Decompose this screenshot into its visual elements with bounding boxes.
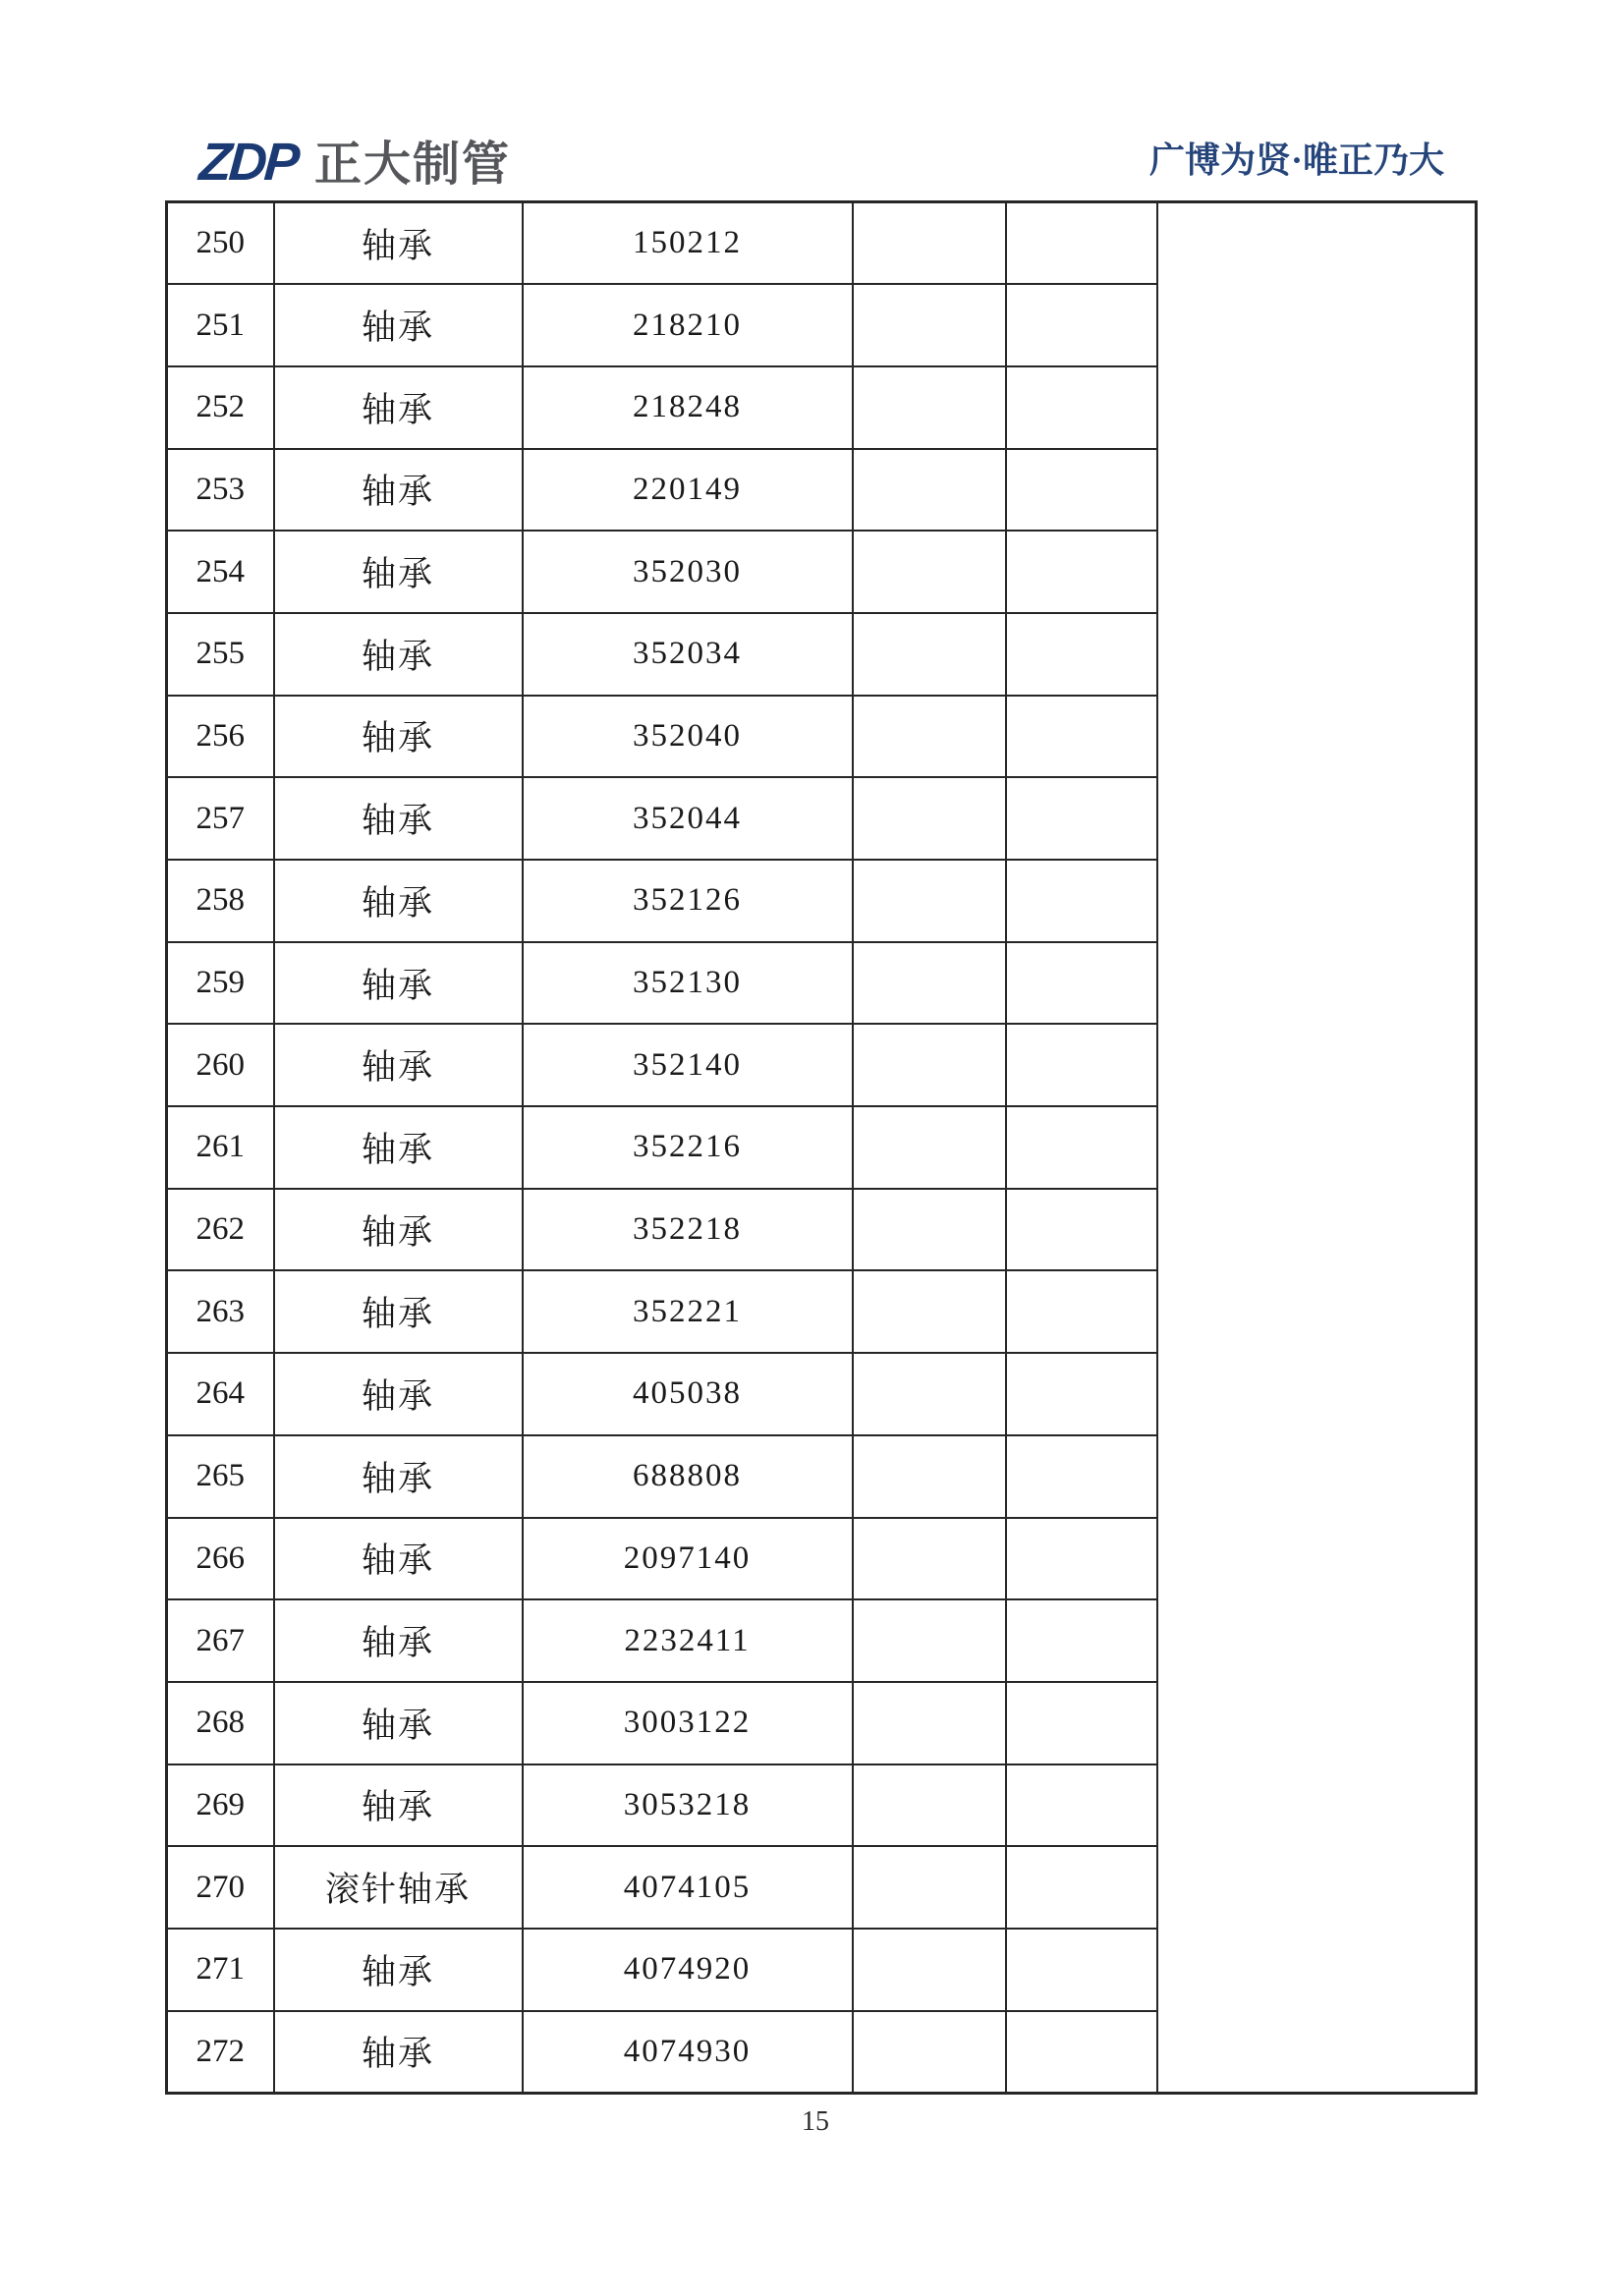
empty-cell-a bbox=[853, 942, 1006, 1025]
part-code-cell: 352126 bbox=[523, 860, 853, 942]
part-code-cell: 352216 bbox=[523, 1106, 853, 1189]
empty-cell-a bbox=[853, 1106, 1006, 1189]
part-code-cell: 352044 bbox=[523, 777, 853, 860]
empty-cell-b bbox=[1006, 1189, 1157, 1271]
empty-cell-b bbox=[1006, 1518, 1157, 1600]
zdp-logo-icon: ZDP bbox=[196, 133, 300, 192]
part-code-cell: 352221 bbox=[523, 1270, 853, 1353]
part-name-cell: 轴承 bbox=[274, 1682, 523, 1764]
remarks-merged-cell bbox=[1157, 202, 1477, 2094]
row-number-cell: 263 bbox=[167, 1270, 274, 1353]
empty-cell-a bbox=[853, 284, 1006, 366]
empty-cell-b bbox=[1006, 531, 1157, 613]
row-number-cell: 265 bbox=[167, 1435, 274, 1518]
row-number-cell: 269 bbox=[167, 1764, 274, 1847]
row-number-cell: 267 bbox=[167, 1599, 274, 1682]
part-code-cell: 4074105 bbox=[523, 1846, 853, 1929]
part-code-cell: 352130 bbox=[523, 942, 853, 1025]
part-name-cell: 轴承 bbox=[274, 366, 523, 449]
part-code-cell: 218248 bbox=[523, 366, 853, 449]
row-number-cell: 257 bbox=[167, 777, 274, 860]
row-number-cell: 252 bbox=[167, 366, 274, 449]
empty-cell-a bbox=[853, 1435, 1006, 1518]
row-number-cell: 261 bbox=[167, 1106, 274, 1189]
page-number: 15 bbox=[802, 2106, 829, 2137]
table-row bbox=[167, 202, 1477, 285]
row-number-cell: 262 bbox=[167, 1189, 274, 1271]
empty-cell-a bbox=[853, 613, 1006, 696]
part-name-cell: 滚针轴承 bbox=[274, 1846, 523, 1929]
part-name-cell: 轴承 bbox=[274, 777, 523, 860]
empty-cell-b bbox=[1006, 613, 1157, 696]
company-slogan: 广博为贤·唯正乃大 bbox=[1148, 140, 1444, 180]
part-code-cell: 3053218 bbox=[523, 1764, 853, 1847]
company-logo bbox=[196, 133, 512, 192]
empty-cell-a bbox=[853, 202, 1006, 285]
part-name-cell: 轴承 bbox=[274, 860, 523, 942]
page-header bbox=[0, 0, 1623, 200]
part-name-cell: 轴承 bbox=[274, 1024, 523, 1106]
part-name-cell: 轴承 bbox=[274, 1270, 523, 1353]
empty-cell-a bbox=[853, 1929, 1006, 2011]
part-name-cell: 轴承 bbox=[274, 1353, 523, 1435]
parts-table bbox=[165, 200, 1478, 2095]
part-name-cell: 轴承 bbox=[274, 942, 523, 1025]
empty-cell-a bbox=[853, 2011, 1006, 2094]
empty-cell-a bbox=[853, 1353, 1006, 1435]
part-code-cell: 4074920 bbox=[523, 1929, 853, 2011]
empty-cell-a bbox=[853, 1189, 1006, 1271]
empty-cell-b bbox=[1006, 1846, 1157, 1929]
part-code-cell: 405038 bbox=[523, 1353, 853, 1435]
part-code-cell: 352218 bbox=[523, 1189, 853, 1271]
row-number-cell: 264 bbox=[167, 1353, 274, 1435]
empty-cell-b bbox=[1006, 1435, 1157, 1518]
part-code-cell: 150212 bbox=[523, 202, 853, 285]
empty-cell-a bbox=[853, 1846, 1006, 1929]
empty-cell-b bbox=[1006, 449, 1157, 532]
empty-cell-a bbox=[853, 696, 1006, 778]
empty-cell-b bbox=[1006, 1270, 1157, 1353]
company-name: 正大制管 bbox=[314, 139, 512, 191]
empty-cell-b bbox=[1006, 942, 1157, 1025]
empty-cell-a bbox=[853, 1270, 1006, 1353]
part-name-cell: 轴承 bbox=[274, 1599, 523, 1682]
part-code-cell: 4074930 bbox=[523, 2011, 853, 2094]
row-number-cell: 253 bbox=[167, 449, 274, 532]
row-number-cell: 254 bbox=[167, 531, 274, 613]
empty-cell-b bbox=[1006, 1682, 1157, 1764]
row-number-cell: 251 bbox=[167, 284, 274, 366]
row-number-cell: 260 bbox=[167, 1024, 274, 1106]
row-number-cell: 259 bbox=[167, 942, 274, 1025]
empty-cell-a bbox=[853, 860, 1006, 942]
row-number-cell: 255 bbox=[167, 613, 274, 696]
part-name-cell: 轴承 bbox=[274, 531, 523, 613]
row-number-cell: 268 bbox=[167, 1682, 274, 1764]
empty-cell-b bbox=[1006, 1353, 1157, 1435]
empty-cell-a bbox=[853, 1682, 1006, 1764]
part-code-cell: 352140 bbox=[523, 1024, 853, 1106]
part-code-cell: 352040 bbox=[523, 696, 853, 778]
row-number-cell: 256 bbox=[167, 696, 274, 778]
part-name-cell: 轴承 bbox=[274, 1764, 523, 1847]
empty-cell-b bbox=[1006, 1599, 1157, 1682]
part-code-cell: 688808 bbox=[523, 1435, 853, 1518]
empty-cell-b bbox=[1006, 366, 1157, 449]
part-name-cell: 轴承 bbox=[274, 1435, 523, 1518]
empty-cell-b bbox=[1006, 1024, 1157, 1106]
empty-cell-b bbox=[1006, 1764, 1157, 1847]
part-name-cell: 轴承 bbox=[274, 1929, 523, 2011]
empty-cell-b bbox=[1006, 202, 1157, 285]
part-code-cell: 3003122 bbox=[523, 1682, 853, 1764]
part-name-cell: 轴承 bbox=[274, 449, 523, 532]
empty-cell-b bbox=[1006, 777, 1157, 860]
part-name-cell: 轴承 bbox=[274, 284, 523, 366]
part-name-cell: 轴承 bbox=[274, 613, 523, 696]
row-number-cell: 272 bbox=[167, 2011, 274, 2094]
empty-cell-b bbox=[1006, 1929, 1157, 2011]
row-number-cell: 266 bbox=[167, 1518, 274, 1600]
part-name-cell: 轴承 bbox=[274, 1518, 523, 1600]
part-name-cell: 轴承 bbox=[274, 2011, 523, 2094]
part-name-cell: 轴承 bbox=[274, 202, 523, 285]
part-code-cell: 220149 bbox=[523, 449, 853, 532]
part-code-cell: 2232411 bbox=[523, 1599, 853, 1682]
part-code-cell: 2097140 bbox=[523, 1518, 853, 1600]
row-number-cell: 271 bbox=[167, 1929, 274, 2011]
empty-cell-a bbox=[853, 777, 1006, 860]
empty-cell-b bbox=[1006, 1106, 1157, 1189]
part-code-cell: 352034 bbox=[523, 613, 853, 696]
row-number-cell: 270 bbox=[167, 1846, 274, 1929]
empty-cell-a bbox=[853, 1599, 1006, 1682]
empty-cell-a bbox=[853, 1024, 1006, 1106]
empty-cell-a bbox=[853, 1518, 1006, 1600]
empty-cell-a bbox=[853, 449, 1006, 532]
parts-table-body bbox=[167, 202, 1477, 2094]
empty-cell-b bbox=[1006, 860, 1157, 942]
part-name-cell: 轴承 bbox=[274, 696, 523, 778]
empty-cell-a bbox=[853, 366, 1006, 449]
row-number-cell: 258 bbox=[167, 860, 274, 942]
part-name-cell: 轴承 bbox=[274, 1106, 523, 1189]
empty-cell-b bbox=[1006, 284, 1157, 366]
empty-cell-b bbox=[1006, 2011, 1157, 2094]
empty-cell-b bbox=[1006, 696, 1157, 778]
empty-cell-a bbox=[853, 1764, 1006, 1847]
empty-cell-a bbox=[853, 531, 1006, 613]
part-code-cell: 218210 bbox=[523, 284, 853, 366]
part-code-cell: 352030 bbox=[523, 531, 853, 613]
part-name-cell: 轴承 bbox=[274, 1189, 523, 1271]
row-number-cell: 250 bbox=[167, 202, 274, 285]
